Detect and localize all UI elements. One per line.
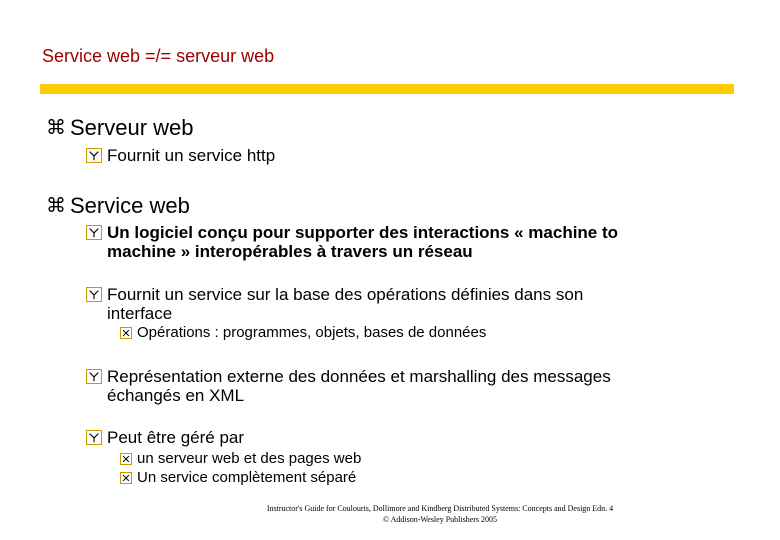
item-text: Fournit un service http: [107, 146, 276, 165]
list-item: [86, 223, 618, 261]
y-box-bullet-icon: [86, 148, 102, 163]
item-text-line: machine » interopérables à travers un réseau: [107, 242, 473, 261]
section-heading: Service web: [70, 193, 190, 218]
section-heading: Serveur web: [70, 115, 194, 140]
y-box-bullet-icon: [86, 430, 102, 445]
sub-list-item: [120, 450, 361, 468]
y-box-bullet-icon: [86, 287, 102, 302]
footer-line: Instructor's Guide for Coulouris, Dollimore and Kindberg Distributed Systems: Concepts and Design Edn. 4: [266, 504, 614, 513]
y-box-bullet-icon: [86, 225, 102, 240]
sub-item-text: Un service complètement séparé: [137, 469, 357, 486]
item-text-line: Représentation externe des données et marshalling des messages: [107, 367, 611, 386]
sub-item-text: un serveur web et des pages web: [137, 450, 362, 467]
x-box-bullet-icon: [120, 327, 132, 339]
footer: [180, 503, 700, 525]
x-box-bullet-icon: [120, 472, 132, 484]
list-item: [86, 367, 611, 405]
section-service-web: [46, 193, 190, 219]
y-box-bullet-icon: [86, 369, 102, 384]
item-text-line: échangés en XML: [107, 386, 245, 405]
item-text-line: Fournit un service sur la base des opérations définies dans son: [107, 285, 584, 304]
list-item: [86, 146, 275, 165]
footer-line: © Addison-Wesley Publishers 2005: [382, 515, 498, 524]
x-box-bullet-icon: [120, 453, 132, 465]
sub-list-item: [120, 469, 356, 487]
title-rule: [40, 84, 734, 94]
sub-item-text: Opérations : programmes, objets, bases de données: [137, 324, 487, 341]
section-serveur-web: [46, 115, 194, 141]
z-bullet-icon: ⌘: [46, 115, 66, 139]
item-text-line: interface: [107, 304, 173, 323]
sub-list-item: [120, 324, 486, 342]
z-bullet-icon: ⌘: [46, 193, 66, 217]
slide-title: Service web =/= serveur web: [42, 46, 275, 66]
item-text: Peut être géré par: [107, 428, 245, 447]
item-text-line: Un logiciel conçu pour supporter des interactions « machine to: [107, 223, 619, 242]
list-item: [86, 285, 583, 323]
list-item: [86, 428, 244, 447]
